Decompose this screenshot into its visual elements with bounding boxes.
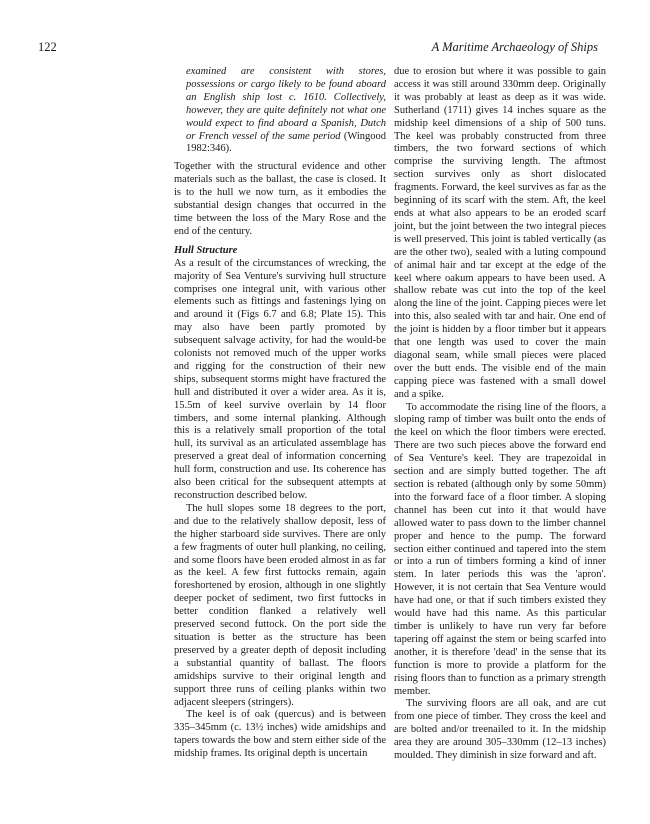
paragraph: Together with the structural evidence and other materials such as the ballast, the case is closed. It is to the hull we now turn, as it embodies the substantial design changes that occurred in the time between the loss of the Mary Rose and the end of the century.	[174, 161, 386, 237]
block-quote	[174, 66, 386, 156]
paragraph: The surviving floors are all oak, and are cut from one piece of timber. They cross the keel and are bolted and/or treenailed to it. In the midship area they are around 305–330mm (12–13 inches) moulded. They diminish in size forward and aft.	[394, 698, 606, 762]
running-title: A Maritime Archaeology of Ships	[431, 40, 598, 54]
quote-citation: (Wingood 1982:346).	[186, 130, 386, 155]
quote-text: examined are consistent with stores, possessions or cargo likely to be found aboard an English ship lost c. 1610. Collectively, however, they are quite definitely not what one would expect to find aboard a Spanish, Dutch or French vessel of the same period	[186, 66, 386, 142]
left-column	[174, 66, 386, 761]
paragraph: The hull slopes some 18 degrees to the port, and due to the relatively shallow deposit, less of the higher starboard side survives. There are only a few fragments of outer hull planking, no ceiling, and some floors have been eroded almost in as far as the keel. A few first futtocks remain, again foreshortened by erosion, although in one slightly deeper pocket of sediment, two first futtocks in better condition flanked a relatively well preserved second futtock. On the port side the situation is better as the structure has been preserved by a greater depth of deposit including a substantial quantity of ballast. The floors amidships survive to their original length and support three runs of ceiling planks within two adjacent sleepers (stringers).	[174, 502, 386, 708]
right-column	[394, 66, 606, 763]
section-heading: Hull Structure	[174, 244, 238, 256]
page-number: 122	[38, 40, 57, 54]
page-header	[38, 40, 598, 56]
paragraph: As a result of the circumstances of wrecking, the majority of Sea Venture's surviving hull structure comprises one integral unit, with various other elements such as fittings and fastenings lying on and around it (Figs 6.7 and 6.8; Plate 15). This may also have been partly promoted by subsequent salvage activity, for had the would-be colonists not removed much of the upper works and rigging for the construction of their new ships, subsequent storms might have fractured the hull and distributed it over a wider area. As it is, 15.5m of keel survive overlain by 14 floor timbers, and some internal planking. Although this is a relatively small proportion of the total hull, its survival as an articulated assemblage has preserved a great deal of information concerning hull form, construction and use. Its coherence has also been critical for the subsequent attempts at reconstruction described below.	[174, 257, 386, 501]
paragraph: The keel is of oak (quercus) and is between 335–345mm (c. 13½ inches) wide amidships and tapers towards the bow and stern either side of the midship frames. Its original depth is uncertain	[174, 709, 386, 760]
paragraph: To accommodate the rising line of the floors, a sloping ramp of timber was built onto the ends of the keel on which the floor timbers were erected. There are two such pieces above the forward end of Sea Venture's keel. They are trapezoidal in section and are simply butted together. The aft section is rebated (although only by some 50mm) into the forward face of a floor timber. A sloping channel has been cut into it that would have allowed water to pass down to the limber channel proper and hence to the pump. The forward section either continued and tapered into the stem or into a run of timbers forming a kind of inner stem. In later periods this was the 'apron'. However, it is not certain that Sea Venture would have had one, or that if such timbers existed they would have had this name. As this particular timber is unlikely to have run very far before tapering off against the stem or being scarfed into another, it is therefore 'dead' in the sense that its function is more to provide a platform for the rising floors than to function as a primary strength member.	[394, 401, 606, 697]
paragraph: due to erosion but where it was possible to gain access it was still around 330mm deep. Originally it was probably at least as deep as it was wide. Sutherland (1711) gives 14 inches square as the midship keel dimensions of a ship of 500 tuns. The keel was probably constructed from three timbers, the two forward sections of which comprise the surviving length. The aftmost section survives only as short dislocated fragments. Forward, the keel survives as far as the beginning of its scarf with the stem. Aft, the keel ends at what also appears to be an eroded scarf joint, but the joint between the two integral pieces is well preserved. This joint is tabled vertically (as are the other two), sealed with a luting compound of animal hair and tar except at the edge of the keel where oakum appears to have been used. A shallow rebate was cut into the top of the keel along the line of the joint. Capping pieces were let into this, also sealed with tar and hair. One end of the joint is hidden by a floor timber but it appears that one length was used to cover the main diagonal seam, while small pieces were placed over the butt ends. The visible end of the main capping piece was fastened with a small dowel and a spike.	[394, 66, 606, 400]
